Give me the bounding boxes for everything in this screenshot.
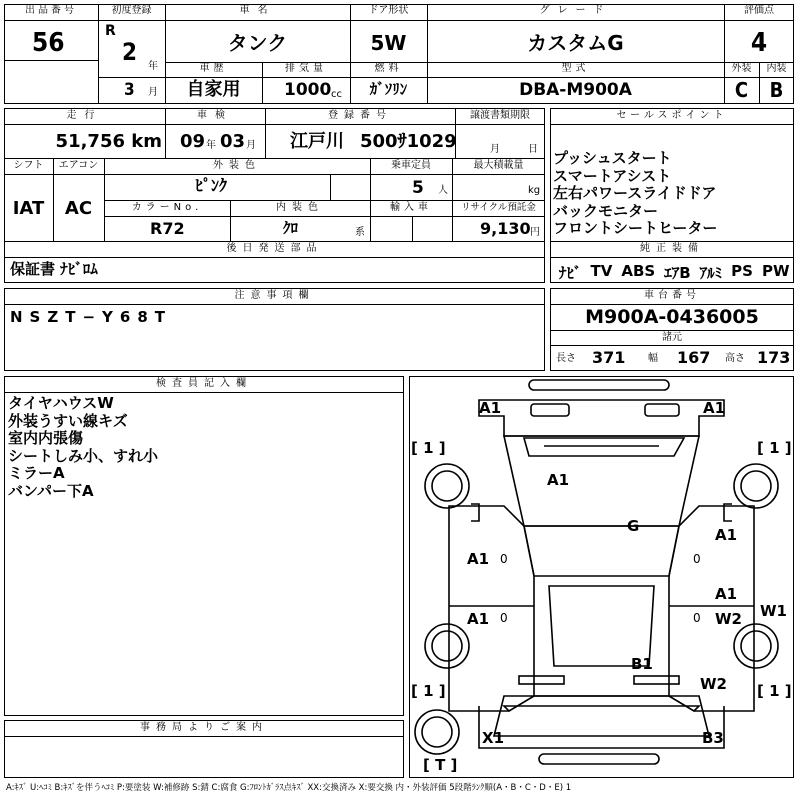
damage-mark: W2 — [715, 610, 742, 628]
inspector-note: ミラーA — [8, 464, 65, 482]
color: ﾋﾟﾝｸ — [195, 176, 228, 195]
insp-month: 03 — [220, 131, 246, 152]
reg-era: R — [105, 23, 116, 39]
tire-tread-spare: [ T ] — [423, 756, 458, 774]
transfer-day: 日 — [528, 144, 538, 155]
reg-year: 2 — [122, 38, 138, 66]
capacity-label: 乗車定員 — [391, 160, 431, 171]
insp-year-unit: 年 — [206, 140, 216, 151]
damage-mark: A1 — [715, 526, 738, 544]
sales-point-item: 左右パワースライドドア — [553, 184, 717, 202]
reg-month: 3 — [124, 80, 135, 100]
displacement-label: 排気量 — [285, 63, 327, 74]
delivery-label: 後日発送部品 — [226, 243, 323, 254]
damage-mark: A1 — [703, 399, 726, 417]
plate-number: 500ｻ1029 — [360, 131, 457, 152]
notes-text: NSZT−Y68T — [10, 308, 173, 326]
ac-label: エアコン — [58, 160, 99, 171]
transfer-label: 譲渡書類期限 — [470, 110, 530, 121]
damage-mark: A1 — [467, 550, 490, 568]
shift-label: シフト — [13, 160, 44, 171]
load-unit: kg — [528, 185, 541, 196]
length: 371 — [592, 348, 626, 367]
zero-mark: 0 — [693, 552, 701, 566]
recycle-unit: 円 — [530, 227, 540, 238]
damage-mark: A1 — [479, 399, 502, 417]
int-grade: B — [769, 78, 784, 102]
damage-mark: X1 — [482, 729, 505, 747]
recycle: 9,130 — [480, 219, 531, 238]
ext-grade: C — [734, 78, 749, 102]
lot-number: 56 — [32, 28, 65, 58]
capacity-unit: 人 — [438, 185, 448, 196]
history: 自家用 — [186, 79, 241, 100]
model: DBA-M900A — [519, 80, 632, 100]
equipment-item: TV — [590, 262, 613, 280]
equipment-item: ABS — [621, 262, 656, 280]
ext-label: 外装 — [731, 63, 752, 74]
sales-point-item: スマートアシスト — [553, 166, 672, 185]
sales-points-label: セールスポイント — [616, 110, 728, 121]
zero-mark: 0 — [500, 552, 508, 566]
inspector-notes — [8, 395, 158, 500]
color-label: 外装色 — [213, 160, 261, 171]
office-label: 事務局よりご案内 — [140, 722, 268, 733]
plate-area: 江戸川 — [290, 131, 344, 152]
color-no-label: カラーNo. — [131, 202, 203, 213]
tire-tread: [ 1 ] — [757, 682, 792, 700]
insp-month-unit: 月 — [246, 140, 256, 151]
delivery-parts: 保証書 ﾅﾋﾞﾛﾑ — [10, 260, 98, 278]
damage-mark: W1 — [760, 602, 787, 620]
equipment-item: PS — [731, 262, 753, 280]
door-type: 5W — [370, 31, 407, 55]
equipment-item: ｴｱB — [664, 264, 691, 282]
score-label: 評価点 — [744, 5, 774, 16]
transfer-month: 月 — [490, 144, 500, 155]
sales-point-item: プッシュスタート — [553, 149, 672, 167]
inspector-note: タイヤハウスW — [8, 394, 114, 412]
recycle-label: リサイクル預託金 — [461, 202, 536, 213]
interior-unit: 系 — [355, 227, 365, 238]
damage-mark: B3 — [702, 729, 724, 747]
height-label: 高さ — [725, 353, 745, 364]
damage-mark: G — [627, 517, 640, 535]
inspector-note: バンパー下A — [8, 481, 94, 500]
car-name: タンク — [227, 31, 288, 55]
zero-mark: 0 — [500, 611, 508, 625]
mileage-label: 走行 — [66, 110, 103, 121]
equipment-label: 純正装備 — [640, 243, 704, 254]
car-name-label: 車名 — [239, 5, 276, 16]
chassis-number: M900A-0436005 — [585, 306, 759, 328]
chassis-label: 車台番号 — [644, 290, 700, 301]
ac: AC — [64, 198, 93, 219]
sales-point-item: フロントシートヒーター — [553, 219, 718, 237]
width: 167 — [677, 348, 711, 367]
height: 173 — [757, 348, 791, 367]
zero-mark: 0 — [693, 611, 701, 625]
door-label: ドア形状 — [368, 5, 409, 16]
tire-tread: [ 1 ] — [757, 439, 792, 457]
reg-label: 初度登録 — [111, 5, 152, 16]
cc-unit: cc — [331, 89, 342, 100]
model-label: 型式 — [561, 63, 590, 74]
damage-mark: A1 — [715, 585, 738, 603]
import-label: 輸入車 — [390, 202, 432, 213]
inspector-note: 室内内張傷 — [8, 429, 84, 447]
notes-label: 注意事項欄 — [234, 290, 315, 301]
score: 4 — [750, 28, 768, 58]
interior-color: ｸﾛ — [283, 219, 299, 237]
sales-points-list — [553, 150, 717, 238]
fuel: ｶﾞｿﾘﾝ — [369, 80, 408, 98]
insp-year: 09 — [180, 131, 206, 152]
tire-tread: [ 1 ] — [411, 439, 446, 457]
mileage: 51,756 km — [55, 131, 162, 152]
inspector-note: 外装うすい線キズ — [8, 411, 128, 430]
shift: IAT — [12, 198, 45, 219]
lot-label: 出品番号 — [25, 5, 77, 16]
damage-mark: A1 — [547, 471, 570, 489]
inspection-label: 車検 — [197, 110, 233, 121]
damage-mark: A1 — [467, 610, 490, 628]
reg-year-unit: 年 — [148, 61, 158, 72]
interior-color-label: 内装色 — [276, 202, 324, 213]
load-label: 最大積載量 — [473, 160, 524, 171]
inspector-note: シートしみ小、すれ小 — [8, 446, 159, 465]
capacity: 5 — [412, 178, 424, 198]
damage-mark: W2 — [700, 675, 727, 693]
inspector-label: 検査員記入欄 — [156, 378, 252, 389]
history-label: 車歴 — [199, 63, 228, 74]
car-outline — [409, 376, 794, 778]
displacement: 1000 — [284, 80, 332, 100]
int-label: 内装 — [766, 63, 787, 74]
fuel-label: 燃料 — [374, 63, 403, 74]
grade-label: グレード — [539, 5, 612, 16]
spec-label: 諸元 — [662, 332, 682, 343]
width-label: 幅 — [648, 353, 658, 364]
damage-mark: B1 — [631, 655, 653, 673]
equipment-item: PW — [761, 262, 790, 280]
equipment-list — [559, 262, 790, 283]
equipment-item: ﾅﾋﾞ — [559, 264, 582, 282]
legend: A:ｷｽﾞ U:ﾍｺﾐ B:ｷｽﾞを伴うﾍｺﾐ P:要塗装 W:補修跡 S:錆 C:腐食 G:ﾌﾛﾝﾄｶﾞﾗｽ点ｷｽﾞ XX:交換済み X:要交換 内・外装評価 5段階ﾗﾝｸ順(A・B・C・D・E) 1 — [6, 783, 572, 793]
equipment-item: ｱﾙﾐ — [699, 264, 723, 282]
sales-point-item: バックモニター — [553, 201, 659, 220]
reg-month-unit: 月 — [148, 87, 158, 98]
grade: カスタムG — [527, 31, 624, 55]
length-label: 長さ — [556, 353, 576, 364]
color-no: R72 — [150, 219, 185, 238]
tire-tread: [ 1 ] — [411, 682, 446, 700]
plate-label: 登録番号 — [328, 110, 392, 121]
